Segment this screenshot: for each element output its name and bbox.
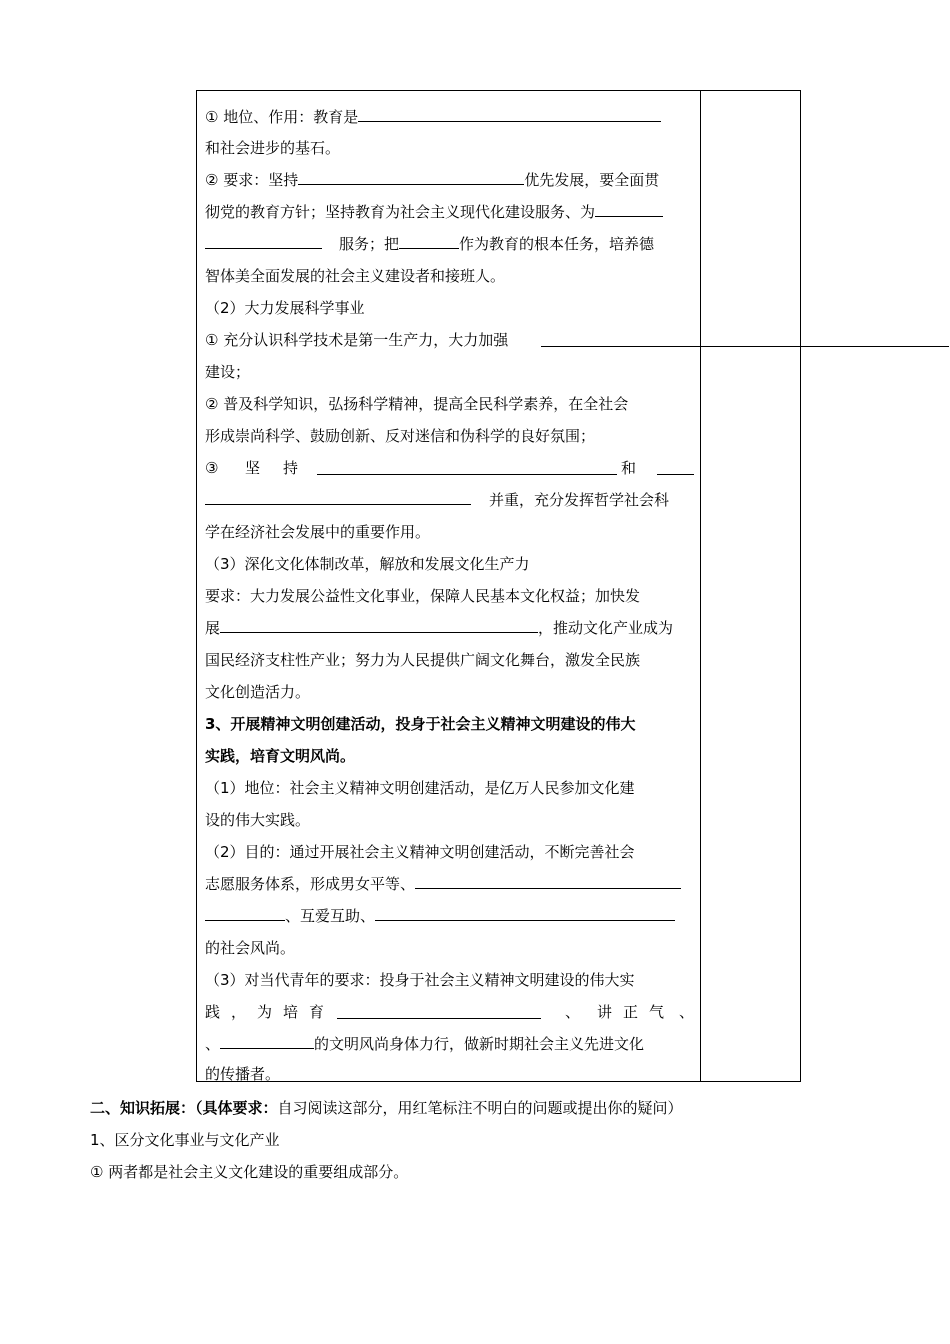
blank-field[interactable]	[415, 874, 681, 889]
blank-field[interactable]	[541, 346, 949, 347]
text-line: 要求：大力发展公益性文化事业，保障人民基本文化权益；加快发	[205, 587, 641, 605]
text-line: 文化创造活力。	[205, 683, 311, 701]
blank-field[interactable]	[205, 490, 471, 505]
text-line: 并重，充分发挥哲学社会科	[205, 490, 669, 510]
text-line: （2）目的：通过开展社会主义精神文明创建活动，不断完善社会	[205, 843, 635, 861]
section-title: 3、开展精神文明创建活动，投身于社会主义精神文明建设的伟大	[205, 715, 636, 733]
text-line: 的传播者。	[205, 1065, 281, 1083]
text-line: 和社会进步的基石。	[205, 139, 341, 157]
text-line: 学在经济社会发展中的重要作用。	[205, 523, 431, 541]
table-column-divider	[700, 90, 701, 1082]
blank-field[interactable]	[205, 906, 285, 921]
blank-field[interactable]	[399, 234, 459, 249]
text-line: 展 ，推动文化产业成为	[205, 619, 674, 637]
blank-field[interactable]	[337, 1004, 541, 1019]
blank-field[interactable]	[220, 618, 538, 633]
blank-field[interactable]	[317, 460, 617, 475]
text-line: 设的伟大实践。	[205, 811, 311, 829]
blank-field[interactable]	[220, 1034, 314, 1049]
text-line: 、互爱互助、	[205, 906, 675, 926]
text-line: 服务；把 作为教育的根本任务，培养德	[205, 234, 654, 254]
text-line: ② 普及科学知识，弘扬科学精神，提高全民科学素养，在全社会	[205, 395, 629, 413]
section-heading: （2）大力发展科学事业	[205, 299, 365, 317]
line-education-role: ① 地位、作用：教育是	[205, 107, 661, 127]
blank-field[interactable]	[657, 460, 694, 475]
text-line: 的社会风尚。	[205, 939, 296, 957]
text-line: 彻党的教育方针；坚持教育为社会主义现代化建设服务、为	[205, 202, 663, 222]
blank-field[interactable]	[595, 202, 663, 217]
text-line: 、 的文明风尚身体力行，做新时期社会主义先进文化	[205, 1035, 645, 1053]
text-line: 形成崇尚科学、鼓励创新、反对迷信和伪科学的良好氛围；	[205, 427, 596, 445]
text-line: 国民经济支柱性产业；努力为人民提供广阔文化舞台，激发全民族	[205, 651, 641, 669]
text-line: 建设；	[205, 363, 251, 381]
blank-field[interactable]	[375, 906, 675, 921]
section-heading: （3）深化文化体制改革，解放和发展文化生产力	[205, 555, 530, 573]
text-line: ① 充分认识科学技术是第一生产力，大力加强	[205, 331, 509, 349]
blank-field[interactable]	[298, 170, 524, 185]
text-line: 1、区分文化事业与文化产业	[90, 1131, 280, 1149]
text-line: 志愿服务体系，形成男女平等、	[205, 874, 681, 894]
text-line: （3）对当代青年的要求：投身于社会主义精神文明建设的伟大实	[205, 971, 635, 989]
blank-field[interactable]	[205, 234, 322, 249]
text-line: （1）地位：社会主义精神文明创建活动，是亿万人民参加文化建	[205, 779, 635, 797]
knowledge-extension-heading: 二、知识拓展：（具体要求：自习阅读这部分，用红笔标注不明白的问题或提出你的疑问）	[90, 1099, 683, 1117]
text-line: 智体美全面发展的社会主义建设者和接班人。	[205, 267, 506, 285]
text-line: ① 两者都是社会主义文化建设的重要组成部分。	[90, 1163, 409, 1181]
section-title: 实践，培育文明风尚。	[205, 747, 356, 765]
blank-field[interactable]	[358, 107, 661, 122]
line-education-requirement: ② 要求：坚持 优先发展，要全面贯	[205, 171, 660, 189]
